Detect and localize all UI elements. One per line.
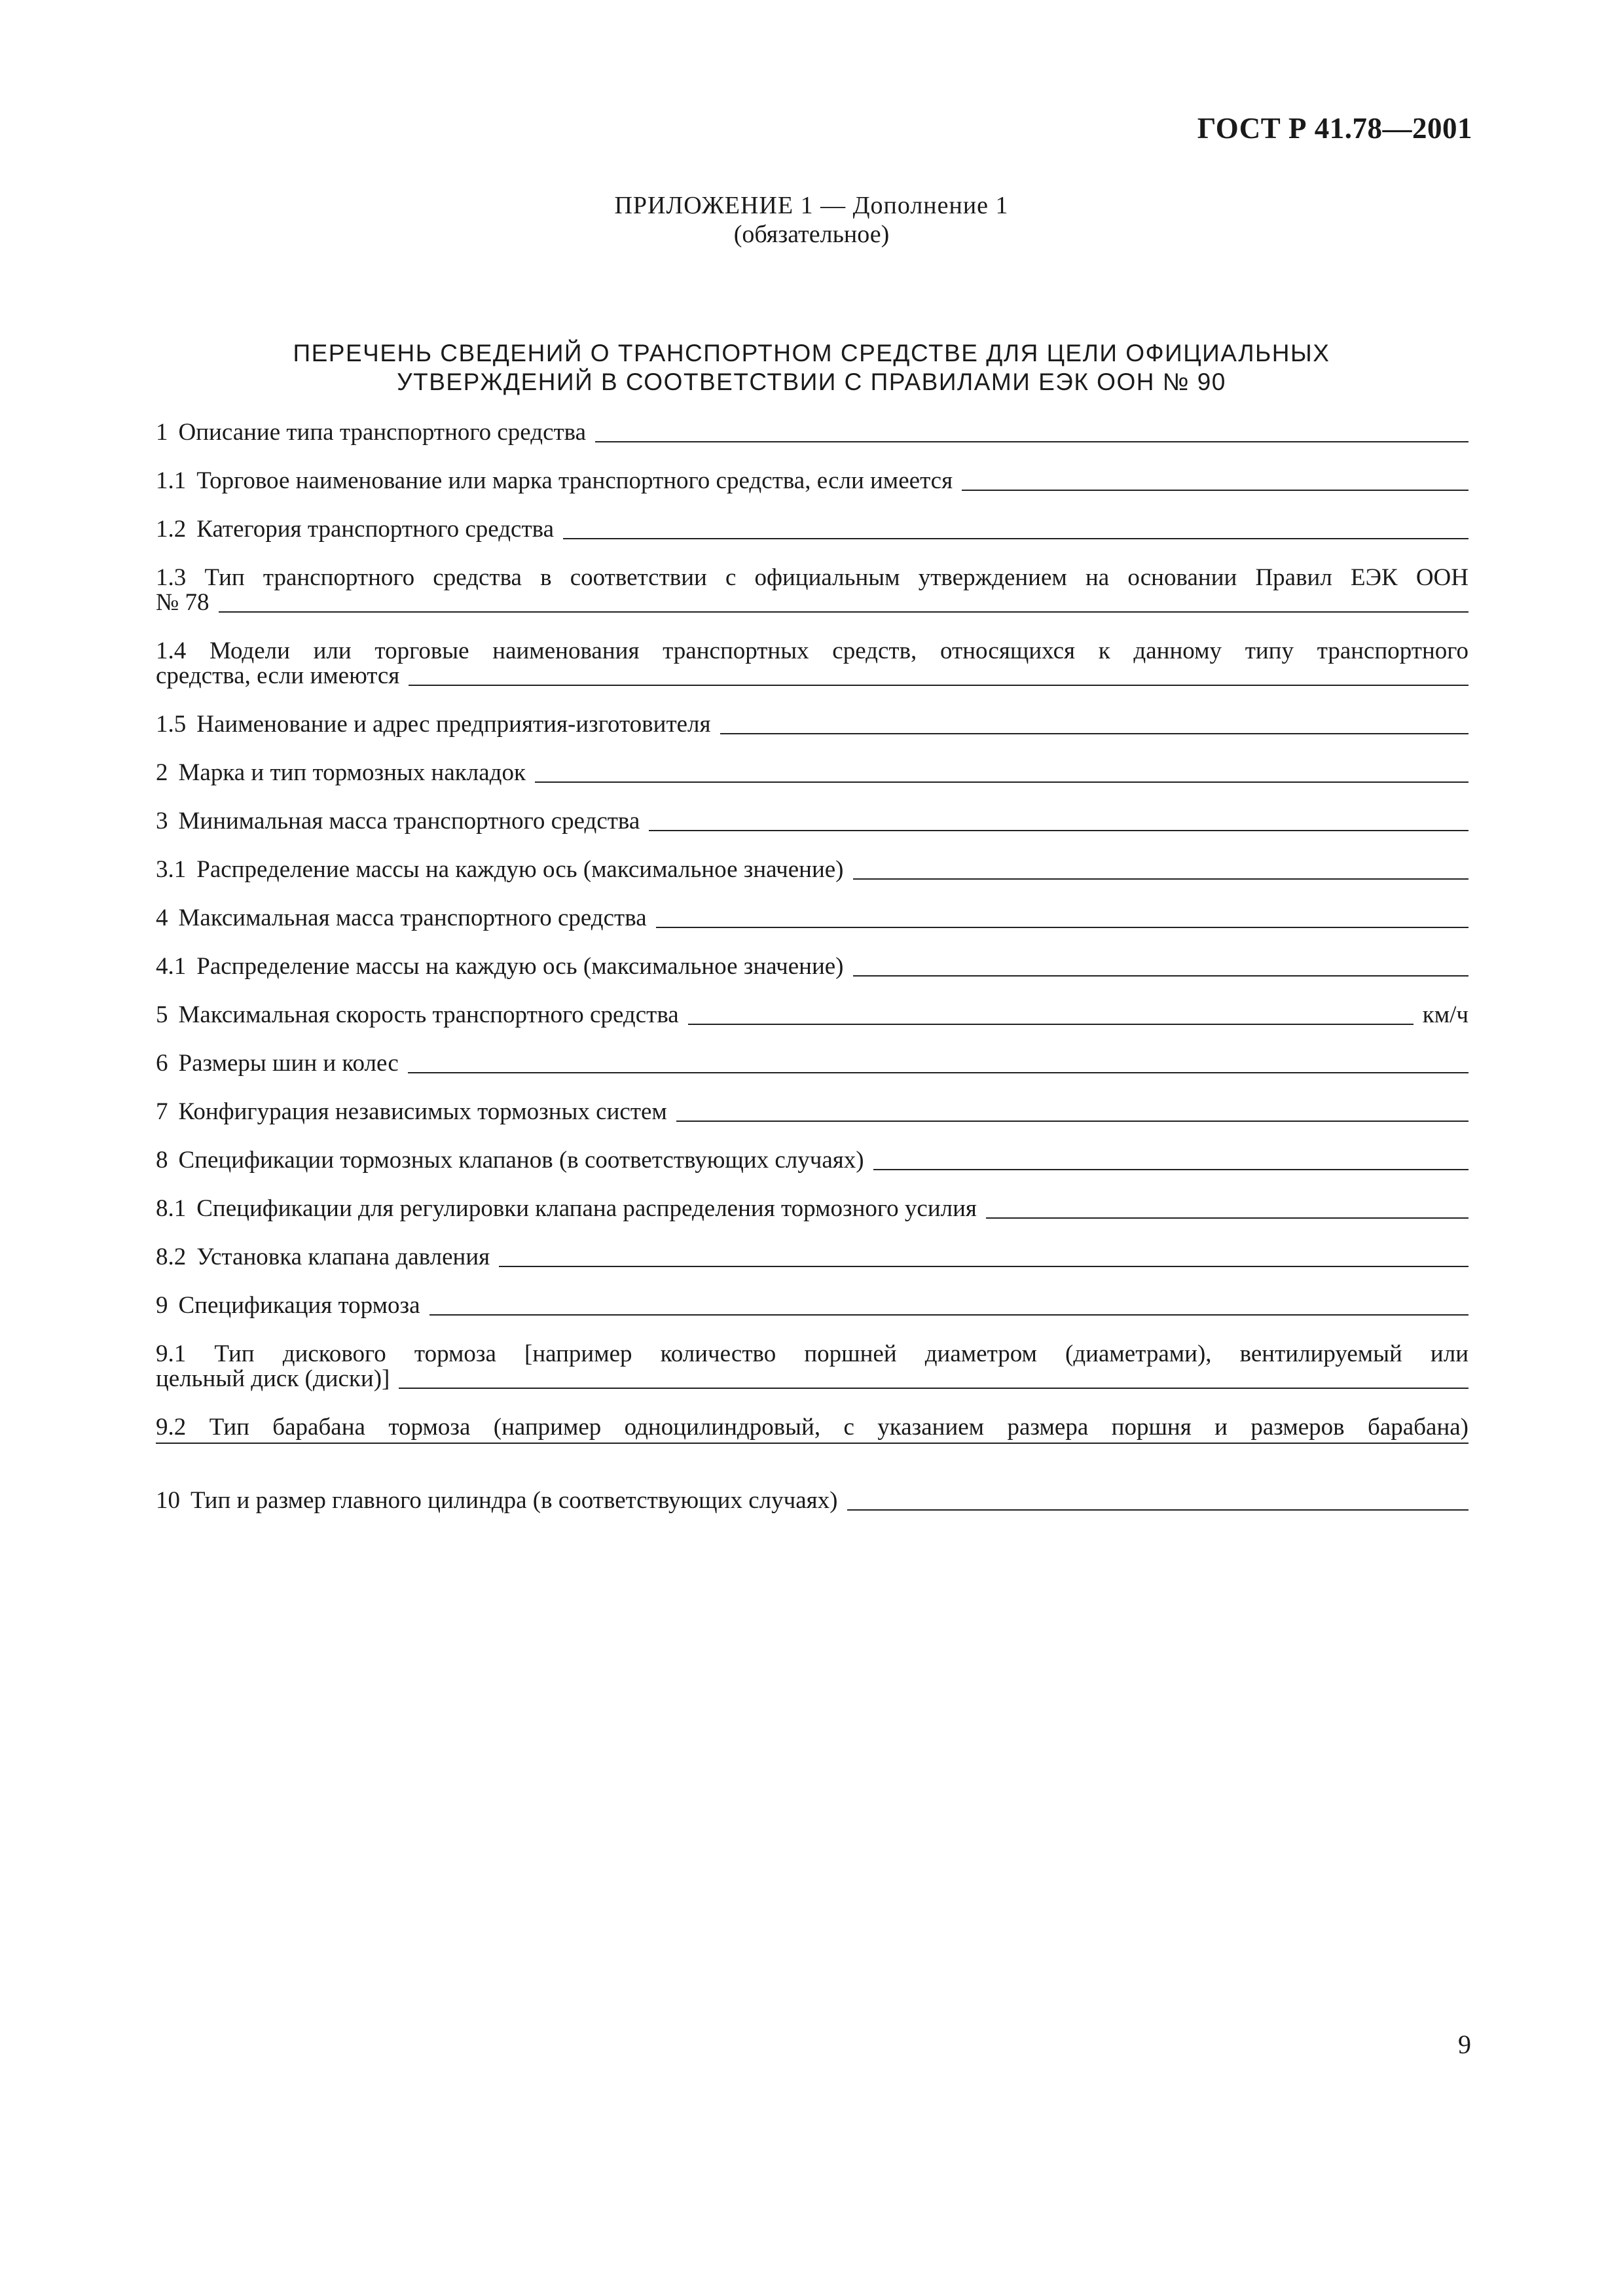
blank-field[interactable] [847,1509,1469,1511]
item-number: 3.1 [156,856,187,883]
blank-field[interactable] [156,1443,1468,1444]
item-number: 1.5 [156,711,187,738]
page-title [0,339,1623,397]
form-item-1-3 [156,565,1468,615]
unit-label: км/ч [1422,1001,1468,1028]
item-number: 1.2 [156,516,187,543]
blank-field[interactable] [649,830,1468,831]
form-item-1 [156,420,1468,445]
blank-field[interactable] [986,1217,1468,1219]
form-item-1-4 [156,639,1468,689]
form-item-8-2 [156,1245,1468,1270]
item-number: 8 [156,1147,168,1174]
item-number: 4 [156,905,168,931]
item-number: 7 [156,1098,168,1125]
form-item-4-1 [156,954,1468,979]
appendix-label: ПРИЛОЖЕНИЕ 1 — Дополнение 1 [614,192,1009,219]
blank-field[interactable] [676,1121,1468,1122]
form-item-6 [156,1051,1468,1076]
form-item-8 [156,1148,1468,1173]
item-label: Спецификации для регулировки клапана распределения тормозного усилия [196,1195,977,1222]
item-label: 1.3 Тип транспортного средства в соответствии с официальным утверждением на основании Правил ЕЭК ООН [156,564,1468,591]
title-line-1: ПЕРЕЧЕНЬ СВЕДЕНИЙ О ТРАНСПОРТНОМ СРЕДСТВЕ ДЛЯ ЦЕЛИ ОФИЦИАЛЬНЫХ [293,340,1330,367]
item-number: 8.2 [156,1244,187,1270]
blank-field[interactable] [720,733,1468,734]
item-number: 1 [156,419,168,446]
form-item-1-5 [156,712,1468,737]
item-number: 4.1 [156,953,187,980]
item-label: Минимальная масса транспортного средства [178,808,640,834]
form-item-2 [156,761,1468,785]
blank-field[interactable] [688,1024,1413,1025]
blank-field[interactable] [429,1314,1468,1316]
blank-field[interactable] [873,1169,1468,1170]
item-label: Спецификации тормозных клапанов (в соответствующих случаях) [178,1147,864,1174]
item-label: Распределение массы на каждую ось (максимальное значение) [196,953,844,980]
form-item-10 [156,1488,1468,1513]
appendix-status: (обязательное) [733,221,890,248]
item-label: Установка клапана давления [196,1244,490,1270]
item-number: 3 [156,808,168,834]
blank-field[interactable] [853,878,1468,880]
form-item-1-1 [156,469,1468,493]
item-label-continued: цельный диск (диски)] [156,1365,390,1392]
item-number: 5 [156,1001,168,1028]
page-number: 9 [1458,2030,1471,2059]
blank-field[interactable] [853,975,1468,977]
blank-field[interactable] [399,1388,1468,1389]
item-label: 1.4 Модели или торговые наименования транспортных средств, относящихся к данному типу транспортного [156,637,1468,664]
blank-field[interactable] [219,611,1468,613]
item-label-continued: средства, если имеются [156,662,400,689]
item-label: Торговое наименование или марка транспортного средства, если имеется [196,467,953,494]
item-number: 6 [156,1050,168,1077]
item-label: Максимальная скорость транспортного средства [178,1001,679,1028]
item-label-continued: № 78 [156,589,210,616]
blank-field[interactable] [535,781,1468,783]
item-label: Спецификация тормоза [178,1292,420,1319]
form-item-7 [156,1100,1468,1124]
blank-field[interactable] [595,441,1468,442]
item-label: Категория транспортного средства [196,516,555,543]
item-label: Распределение массы на каждую ось (максимальное значение) [196,856,844,883]
item-label: Конфигурация независимых тормозных систем [178,1098,667,1125]
form-item-4 [156,906,1468,931]
appendix-heading [0,191,1623,249]
blank-field[interactable] [499,1266,1468,1267]
blank-field[interactable] [656,927,1468,928]
item-label: Описание типа транспортного средства [178,419,587,446]
item-label: Марка и тип тормозных накладок [178,759,526,786]
form-item-9 [156,1293,1468,1318]
item-label: 9.1 Тип дискового тормоза [например количество поршней диаметром (диаметрами), вентилируемый или [156,1340,1468,1367]
item-number: 8.1 [156,1195,187,1222]
form-item-1-2 [156,517,1468,542]
form-item-3-1 [156,857,1468,882]
form-item-5 [156,1003,1468,1028]
form-item-9-2 [156,1415,1468,1465]
item-number: 10 [156,1487,180,1514]
item-number: 2 [156,759,168,786]
form-item-3 [156,809,1468,834]
title-line-2: УТВЕРЖДЕНИЙ В СООТВЕТСТВИИ С ПРАВИЛАМИ ЕЭК ООН № 90 [397,368,1226,395]
item-label: Наименование и адрес предприятия-изготовителя [196,711,711,738]
item-label: Тип и размер главного цилиндра (в соответствующих случаях) [191,1487,838,1514]
blank-field[interactable] [408,1072,1468,1073]
document-code: ГОСТ Р 41.78—2001 [1197,112,1472,145]
blank-field[interactable] [563,538,1468,539]
form-items [156,420,1468,1537]
form-item-8-1 [156,1196,1468,1221]
blank-field[interactable] [409,685,1468,686]
blank-field[interactable] [962,490,1468,491]
item-number: 1.1 [156,467,187,494]
item-number: 9 [156,1292,168,1319]
item-label: 9.2 Тип барабана тормоза (например одноцилиндровый, с указанием размера поршня и размеров барабана) [156,1414,1468,1441]
item-label: Размеры шин и колес [178,1050,399,1077]
item-label: Максимальная масса транспортного средства [178,905,647,931]
form-item-9-1 [156,1342,1468,1391]
